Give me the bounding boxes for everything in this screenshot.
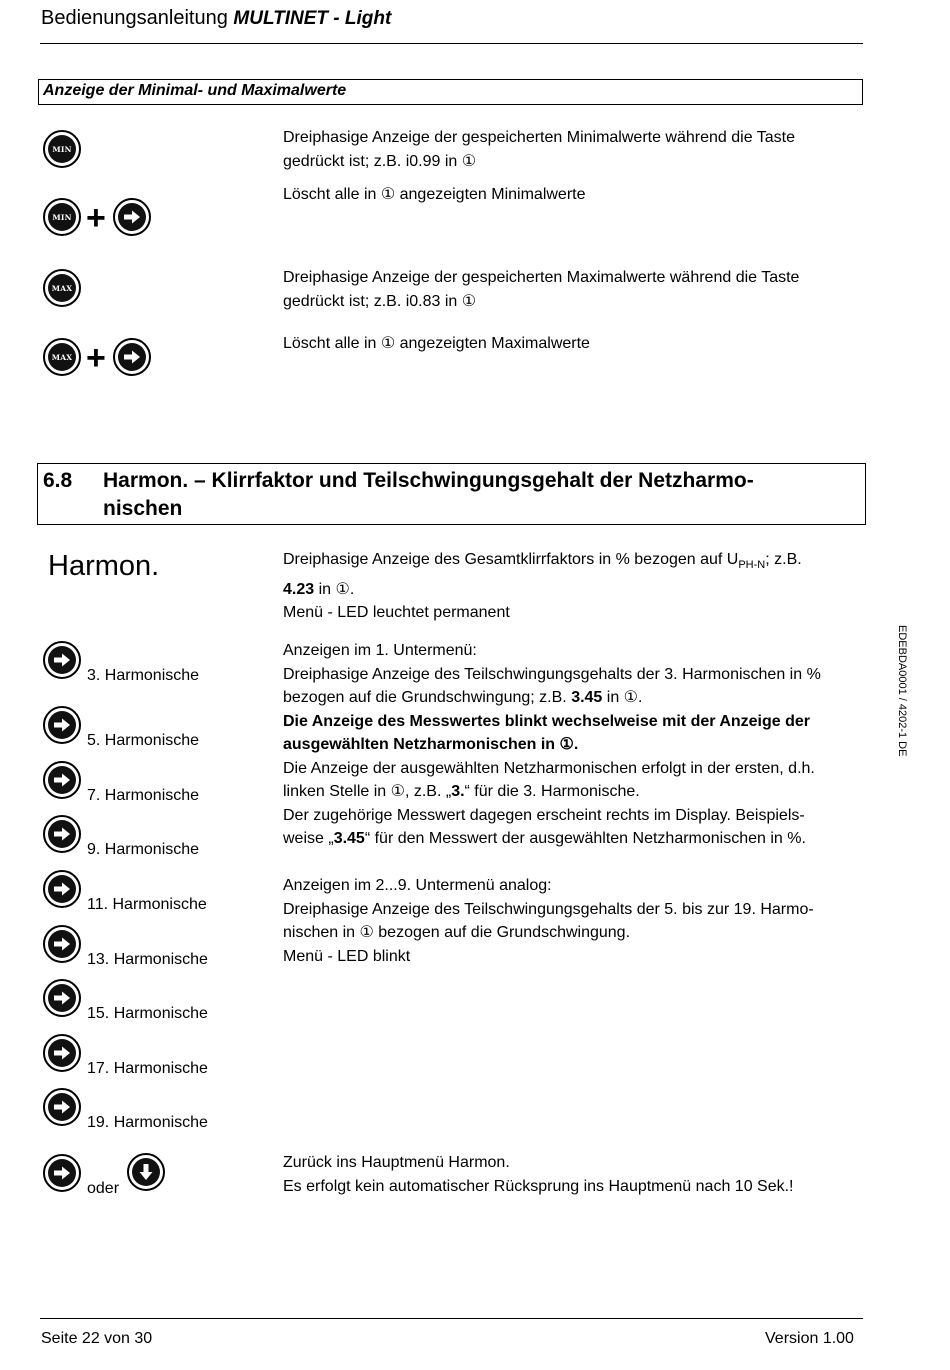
- section-heading: [37, 463, 866, 525]
- min-button[interactable]: [43, 130, 81, 168]
- arrow-right-button[interactable]: [43, 1088, 81, 1126]
- max-button[interactable]: [43, 269, 81, 307]
- arrow-right-icon: [48, 1093, 76, 1121]
- harmonic-label: 5. Harmonische: [87, 732, 200, 749]
- section-number: 6.8: [43, 469, 73, 492]
- arrow-right-icon: [48, 1039, 76, 1067]
- arrow-right-icon: [48, 766, 76, 794]
- harmonic-label: 7. Harmonische: [87, 787, 200, 804]
- arrow-right-icon: [48, 820, 76, 848]
- harmonic-label: 13. Harmonische: [87, 951, 208, 968]
- harmonic-label: 15. Harmonische: [87, 1005, 208, 1022]
- arrow-right-icon: [118, 203, 146, 231]
- arrow-right-icon: [48, 646, 76, 674]
- arrow-right-button[interactable]: [43, 925, 81, 963]
- arrow-right-icon: [48, 984, 76, 1012]
- harmonic-label: 9. Harmonische: [87, 841, 200, 858]
- header-title: Bedienungsanleitung: [41, 7, 228, 29]
- arrow-right-button[interactable]: [113, 198, 151, 236]
- min-description: Dreiphasige Anzeige der gespeicherten Minimalwerte während die Taste gedrückt ist; z.B. i0.99 in ①: [283, 129, 795, 170]
- section-title-line1: Harmon. – Klirrfaktor und Teilschwingungsgehalt der Netzharmo-: [103, 469, 754, 492]
- min-button-combo[interactable]: [43, 198, 81, 236]
- arrow-right-button[interactable]: [43, 815, 81, 853]
- max-description: Dreiphasige Anzeige der gespeicherten Maximalwerte während die Taste gedrückt ist; z.B. i0.83 in ①: [283, 269, 800, 310]
- harmonic-label: 3. Harmonische: [87, 667, 200, 684]
- oder-label: oder: [87, 1180, 120, 1197]
- submenu1-text: Anzeigen im 1. Untermenü: Dreiphasige Anzeige des Teilschwingungsgehalts der 3. Harmonischen in % bezogen auf die Grundschwingung; z.B. 3.45 in ①. Die Anzeige des Messwertes blinkt wechselweise mit der Anzeige der ausgewählten Netzharmonischen in ①. Die Anzeige der ausgewählten Netzharmonischen erfolgt in der ersten, d.h. linken Stelle in ①, z.B. „3.“ für die 3. Harmonische. Der zugehörige Messwert dagegen erscheint rechts im Display. Beispiels- weise „3.45“ für den Messwert der ausgewählten Netzharmonischen in %.: [283, 642, 821, 847]
- arrow-right-button[interactable]: [43, 706, 81, 744]
- arrow-right-button[interactable]: [43, 870, 81, 908]
- max-clear-description: Löscht alle in ① angezeigten Maximalwerte: [283, 335, 590, 352]
- page-header: [41, 6, 391, 31]
- footer-page: Seite 22 von 30: [41, 1330, 153, 1347]
- back-text: Zurück ins Hauptmenü Harmon. Es erfolgt kein automatischer Rücksprung ins Hauptmenü nach 10 Sek.!: [283, 1154, 794, 1195]
- side-document-code: EDEBDA0001 / 4202-1 DE: [896, 625, 908, 757]
- harmonic-label: 19. Harmonische: [87, 1114, 208, 1131]
- max-button-combo[interactable]: [43, 338, 81, 376]
- min-clear-description: Löscht alle in ① angezeigten Minimalwerte: [283, 186, 586, 203]
- arrow-right-button[interactable]: [113, 338, 151, 376]
- arrow-right-icon: [48, 875, 76, 903]
- minmax-box-title: Anzeige der Minimal- und Maximalwerte: [38, 79, 863, 105]
- harmon-display-text: Harmon.: [48, 550, 160, 582]
- min-button-label: MIN: [48, 135, 76, 163]
- arrow-right-icon: [48, 711, 76, 739]
- footer-version: Version 1.00: [765, 1330, 854, 1347]
- min-button-combo-label: MIN: [48, 203, 76, 231]
- arrow-right-icon: [48, 930, 76, 958]
- arrow-right-icon: [118, 343, 146, 371]
- submenu2-text: Anzeigen im 2...9. Untermenü analog: Dreiphasige Anzeige des Teilschwingungsgehalts der 5. bis zur 19. Harmo- nischen in ① bezogen auf die Grundschwingung. Menü - LED blinkt: [283, 877, 814, 965]
- arrow-down-button[interactable]: [127, 1153, 165, 1191]
- plus-sign: +: [86, 199, 106, 237]
- arrow-down-icon: [132, 1158, 160, 1186]
- section-title-line2: nischen: [103, 497, 183, 520]
- arrow-right-button[interactable]: [43, 979, 81, 1017]
- max-button-label: MAX: [48, 274, 76, 302]
- harmon-paragraph: Dreiphasige Anzeige des Gesamtklirrfaktors in % bezogen auf $U_{PH-N}$; z.B. 4.23 in ①. Menü - LED leuchtet permanent: [283, 551, 802, 622]
- footer-rule: [40, 1318, 863, 1319]
- arrow-right-button[interactable]: [43, 1154, 81, 1192]
- arrow-right-button[interactable]: [43, 761, 81, 799]
- arrow-right-icon: [48, 1159, 76, 1187]
- plus-sign: +: [86, 339, 106, 377]
- header-rule: [40, 43, 863, 44]
- harmonic-label: 11. Harmonische: [87, 896, 207, 913]
- max-button-combo-label: MAX: [48, 343, 76, 371]
- harmonic-label: 17. Harmonische: [87, 1060, 208, 1077]
- header-brand: MULTINET - Light: [233, 8, 392, 29]
- arrow-right-button[interactable]: [43, 1034, 81, 1072]
- arrow-right-button[interactable]: [43, 641, 81, 679]
